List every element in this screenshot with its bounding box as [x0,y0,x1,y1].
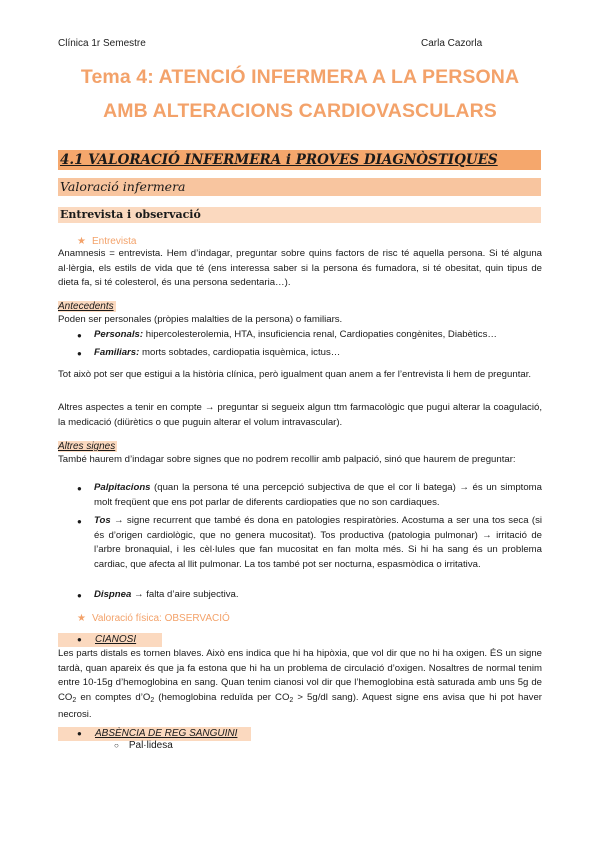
anamnesis-paragraph: Anamnesis = entrevista. Hem d’indagar, preguntar sobre quins factors de risc té aquella persona. Si té alguna al·lèrgia, els estils de vida que té (ens interessa saber si la persona és fumadora, si té obesitat, quin tipus de dieta fa, si té colesterol, és una persona sedentaria…). [58,248,542,288]
signes-bullet-palpitacions [94,481,542,510]
reg-sanguini-heading [58,727,251,741]
dispnea-label: Dispnea [94,589,132,600]
bullet-icon: ● [77,331,82,340]
palpitacions-text: (quan la persona té una percepció subjectiva de que el cor li batega) → és un simptoma molt freqüent que ens pot parlar de diferents cardiopaties que no son cardiaques. [94,482,542,508]
signes-bullet-tos [94,514,542,572]
antecedents-intro: Poden ser personales (pròpies malalties de la persona) o familiars. [58,314,343,325]
section-heading: 4.1 VALORACIÓ INFERMERA i PROVES DIAGNÒSTIQUES [58,150,541,170]
bullet-icon: ● [77,729,82,738]
pallidesa-label: Pal·lidesa [128,740,173,751]
antecedents-heading: Antecedents [58,301,114,312]
tos-text: → signe recurrent que també és dona en patologies respiratòries. Acostuma a ser una tos seca (si és d’origen cardiològic, que no genera mucositat). Tos productiva (patologia pulmonar) → irritació de l’arbre bronaquial, i les cèl·lules que fan mucositat en fan molta més. Si hi ha sang és un problema cardiac, que afecta al llit pulmonar. La tos també pot ser nocturna, espasmòdica o irritativa. [94,515,542,570]
antecedents-paragraph-2: Altres aspectes a tenir en compte → preguntar si segueix algun ttm farmacològic que pugui alterar la coagulació, la medicació (diürètics o que puguin alterar el volum intravascular). [58,402,542,428]
tos-label: Tos [94,515,111,526]
familiars-label: Familiars: [94,347,140,358]
personals-text: hipercolesterolemia, HTA, insuficiencia renal, Cardiopaties congènites, Diabètics… [143,329,497,340]
cianosi-heading [58,633,162,647]
reg-sanguini-label: ABSÈNCIA DE REG SANGUINI [95,728,238,739]
bullet-icon: ● [77,591,82,600]
bullet-icon: ● [77,484,82,493]
signes-intro: També haurem d’indagar sobre signes que no podrem recollir amb palpació, sinó que haurem de preguntar: [58,454,516,465]
antecedents-bullet-personals [94,328,542,343]
personals-label: Personals: [94,329,144,340]
subsection-heading: Valoració infermera [58,178,541,196]
antecedents-paragraph-1: Tot això pot ser que estigui a la història clínica, però igualment quan anem a fer l’entrevista li hem de preguntar. [58,369,532,380]
signes-bullet-dispnea [94,588,542,603]
signes-heading: Altres signes [58,441,116,452]
pallidesa-item [114,740,173,751]
star-icon: ★ [77,236,86,247]
entrevista-label: Entrevista [91,236,137,247]
subsubsection-heading: Entrevista i observació [58,207,541,223]
bullet-icon: ● [77,635,82,644]
palpitacions-label: Palpitacions [94,482,151,493]
bullet-icon: ● [77,517,82,526]
star-icon: ★ [77,613,86,624]
antecedents-bullet-familiars [94,346,542,361]
header-course: Clínica 1r Semestre [58,38,146,49]
valoracio-fisica-heading [77,613,230,624]
header-author: Carla Cazorla [421,38,483,49]
title-line-2: AMB ALTERACIONS CARDIOVASCULARS [103,100,497,122]
entrevista-heading [77,236,136,247]
title-line-1: Tema 4: ATENCIÓ INFERMERA A LA PERSONA [80,66,520,88]
familiars-text: morts sobtades, cardiopatia isquèmica, ictus… [139,347,341,358]
valoracio-fisica-label: Valoració física: OBSERVACIÓ [91,613,230,624]
circle-bullet-icon: ○ [114,741,119,750]
cianosi-label: CIANOSI [95,634,137,645]
cianosi-paragraph: Les parts distals es tornen blaves. Això ens indica que hi ha hipòxia, que vol dir que no hi ha oxigen. ÉS un signe tardà, quan apareix és que ja fa estona que hi ha un problema de circulació d’oxigen. Nosaltres de normal tenim entre 10-15g d’hemoglobina en sang. Quan tenim cianosi vol dir que l’hemoglobina està saturada amb uns 5g de $CO_2$ en comptes $d’O_2$ (hemoglobina reduïda per $CO_2 > 5g/dl$ sang). Aquest signe ens avisa que hi pot haver necrosi. [58,648,542,720]
dispnea-text: → falta d’aire subjectiva. [131,589,239,600]
bullet-icon: ● [77,349,82,358]
